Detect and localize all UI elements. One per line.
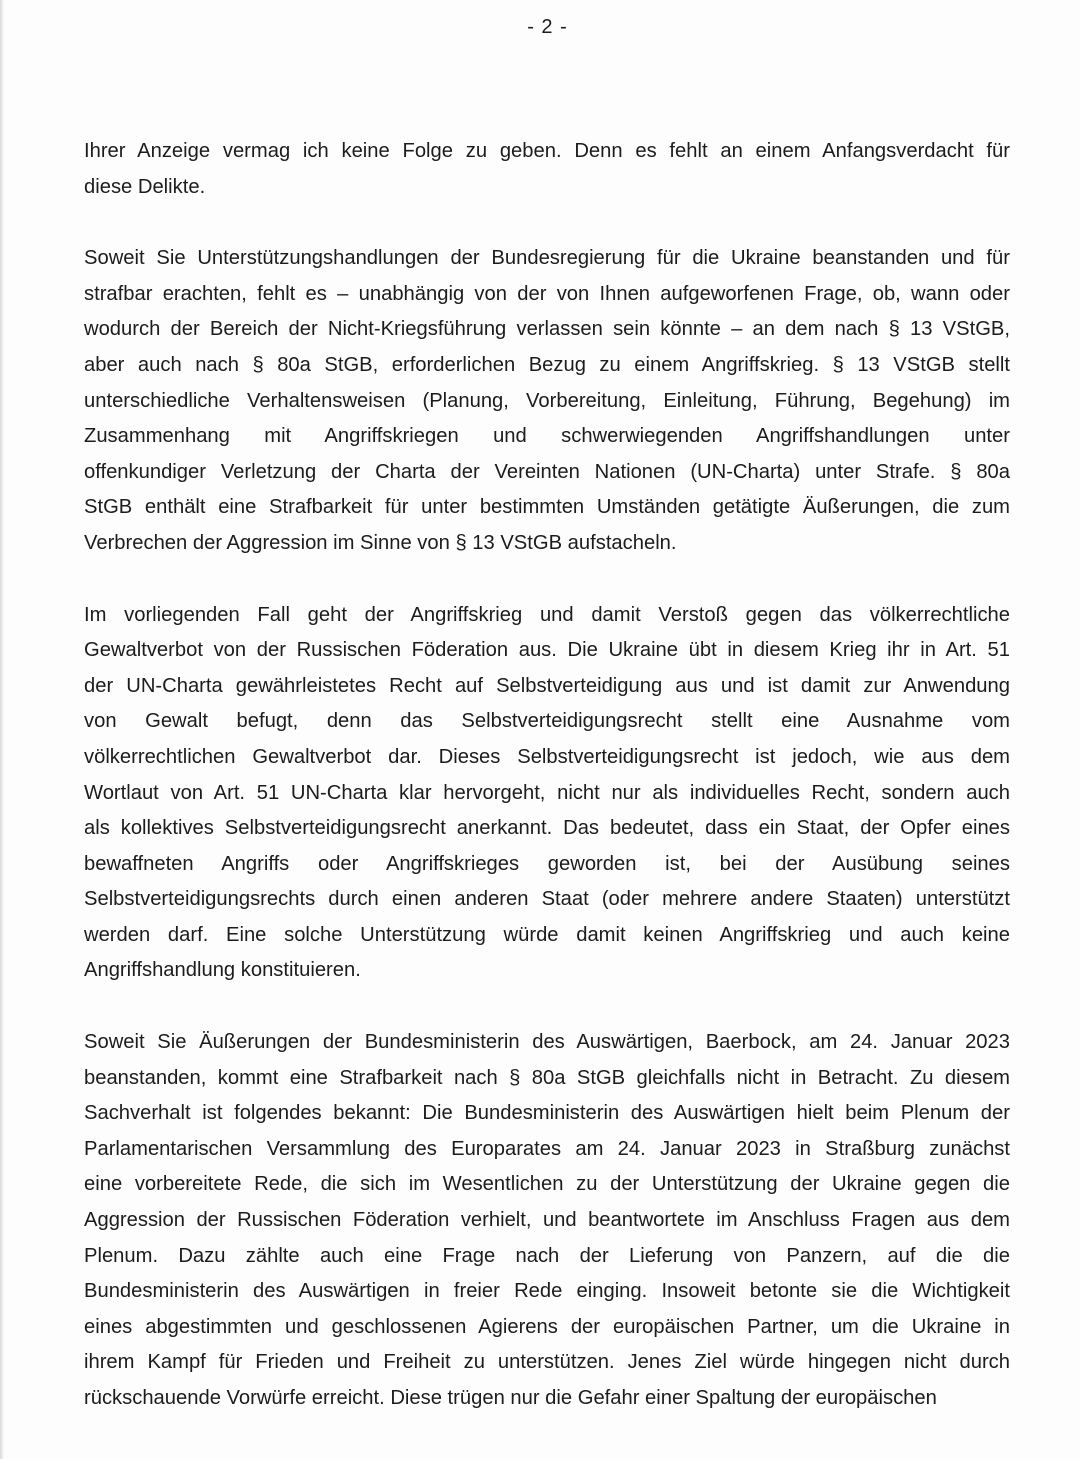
text-line: eine vorbereitete Rede, die sich im Wesentlichen zu der Unterstützung der Ukraine gegen die bbox=[84, 1173, 1010, 1196]
text-line: strafbar erachten, fehlt es – unabhängig von der von Ihnen aufgeworfenen Frage, ob, wann oder bbox=[84, 282, 1010, 305]
text-line: aber auch nach § 80a StGB, erforderlichen Bezug zu einem Angriffskrieg. § 13 VStGB stellt bbox=[84, 353, 1010, 376]
text-line: Soweit Sie Äußerungen der Bundesministerin des Auswärtigen, Baerbock, am 24. Januar 2023 bbox=[84, 1031, 1010, 1054]
page-edge-shadow bbox=[0, 0, 4, 1459]
text-line: rückschauende Vorwürfe erreicht. Diese trügen nur die Gefahr einer Spaltung der europäischen bbox=[84, 1387, 937, 1409]
text-line: Bundesministerin des Auswärtigen in freier Rede einging. Insoweit betonte sie die Wichtigkeit bbox=[84, 1280, 1010, 1303]
text-line: Ihrer Anzeige vermag ich keine Folge zu geben. Denn es fehlt an einem Anfangsverdacht für bbox=[84, 140, 1010, 162]
text-line: offenkundiger Verletzung der Charta der Vereinten Nationen (UN-Charta) unter Strafe. § 80a bbox=[84, 460, 1010, 483]
text-line: Angriffshandlung konstituieren. bbox=[84, 959, 361, 982]
text-line: als kollektives Selbstverteidigungsrecht anerkannt. Das bedeutet, dass ein Staat, der Opfer eines bbox=[84, 817, 1010, 840]
text-line: wodurch der Bereich der Nicht-Kriegsführung verlassen sein könnte – an dem nach § 13 VStGB, bbox=[84, 318, 1010, 341]
letter-body bbox=[84, 134, 1010, 1417]
paragraph-3 bbox=[84, 598, 1010, 990]
paragraph-1 bbox=[84, 134, 1010, 205]
text-line: Aggression der Russischen Föderation verhielt, und beantwortete im Anschluss Fragen aus dem bbox=[84, 1209, 1010, 1232]
text-line: werden darf. Eine solche Unterstützung würde damit keinen Angriffskrieg und auch keine bbox=[84, 923, 1010, 946]
text-line: StGB enthält eine Strafbarkeit für unter bestimmten Umständen getätigte Äußerungen, die zum bbox=[84, 496, 1010, 519]
text-line: ihrem Kampf für Frieden und Freiheit zu unterstützen. Jenes Ziel würde hingegen nicht durch bbox=[84, 1351, 1010, 1374]
text-line: eines abgestimmten und geschlossenen Agierens der europäischen Partner, um die Ukraine in bbox=[84, 1315, 1010, 1338]
text-line: unterschiedliche Verhaltensweisen (Planung, Vorbereitung, Einleitung, Führung, Begehung) im bbox=[84, 389, 1010, 412]
text-line: Soweit Sie Unterstützungshandlungen der Bundesregierung für die Ukraine beanstanden und für bbox=[84, 247, 1010, 270]
text-line: Selbstverteidigungsrechts durch einen anderen Staat (oder mehrere andere Staaten) unterstützt bbox=[84, 888, 1010, 911]
text-line: Plenum. Dazu zählte auch eine Frage nach der Lieferung von Panzern, auf die die bbox=[84, 1244, 1010, 1267]
text-line: Wortlaut von Art. 51 UN-Charta klar hervorgeht, nicht nur als individuelles Recht, sondern auch bbox=[84, 781, 1010, 804]
page-number: - 2 - bbox=[527, 16, 568, 38]
paragraph-2 bbox=[84, 241, 1010, 561]
text-line: Parlamentarischen Versammlung des Europarates am 24. Januar 2023 in Straßburg zunächst bbox=[84, 1137, 1010, 1160]
text-line: völkerrechtlichen Gewaltverbot dar. Dieses Selbstverteidigungsrecht ist jedoch, wie aus dem bbox=[84, 745, 1010, 768]
text-line: der UN-Charta gewährleistetes Recht auf Selbstverteidigung aus und ist damit zur Anwendung bbox=[84, 674, 1010, 697]
text-line: beanstanden, kommt eine Strafbarkeit nach § 80a StGB gleichfalls nicht in Betracht. Zu diesem bbox=[84, 1066, 1010, 1089]
text-line: Gewaltverbot von der Russischen Föderation aus. Die Ukraine übt in diesem Krieg ihr in Art. 51 bbox=[84, 639, 1010, 662]
text-line: Zusammenhang mit Angriffskriegen und schwerwiegenden Angriffshandlungen unter bbox=[84, 425, 1010, 448]
text-line: von Gewalt befugt, denn das Selbstverteidigungsrecht stellt eine Ausnahme vom bbox=[84, 710, 1010, 733]
paragraph-4 bbox=[84, 1025, 1010, 1417]
text-line: Sachverhalt ist folgendes bekannt: Die Bundesministerin des Auswärtigen hielt beim Plenum der bbox=[84, 1102, 1010, 1125]
text-line: bewaffneten Angriffs oder Angriffskrieges geworden ist, bei der Ausübung seines bbox=[84, 852, 1010, 875]
text-line: Verbrechen der Aggression im Sinne von § 13 VStGB aufstacheln. bbox=[84, 531, 677, 554]
text-line: Im vorliegenden Fall geht der Angriffskrieg und damit Verstoß gegen das völkerrechtliche bbox=[84, 603, 1010, 626]
text-line: diese Delikte. bbox=[84, 175, 206, 198]
